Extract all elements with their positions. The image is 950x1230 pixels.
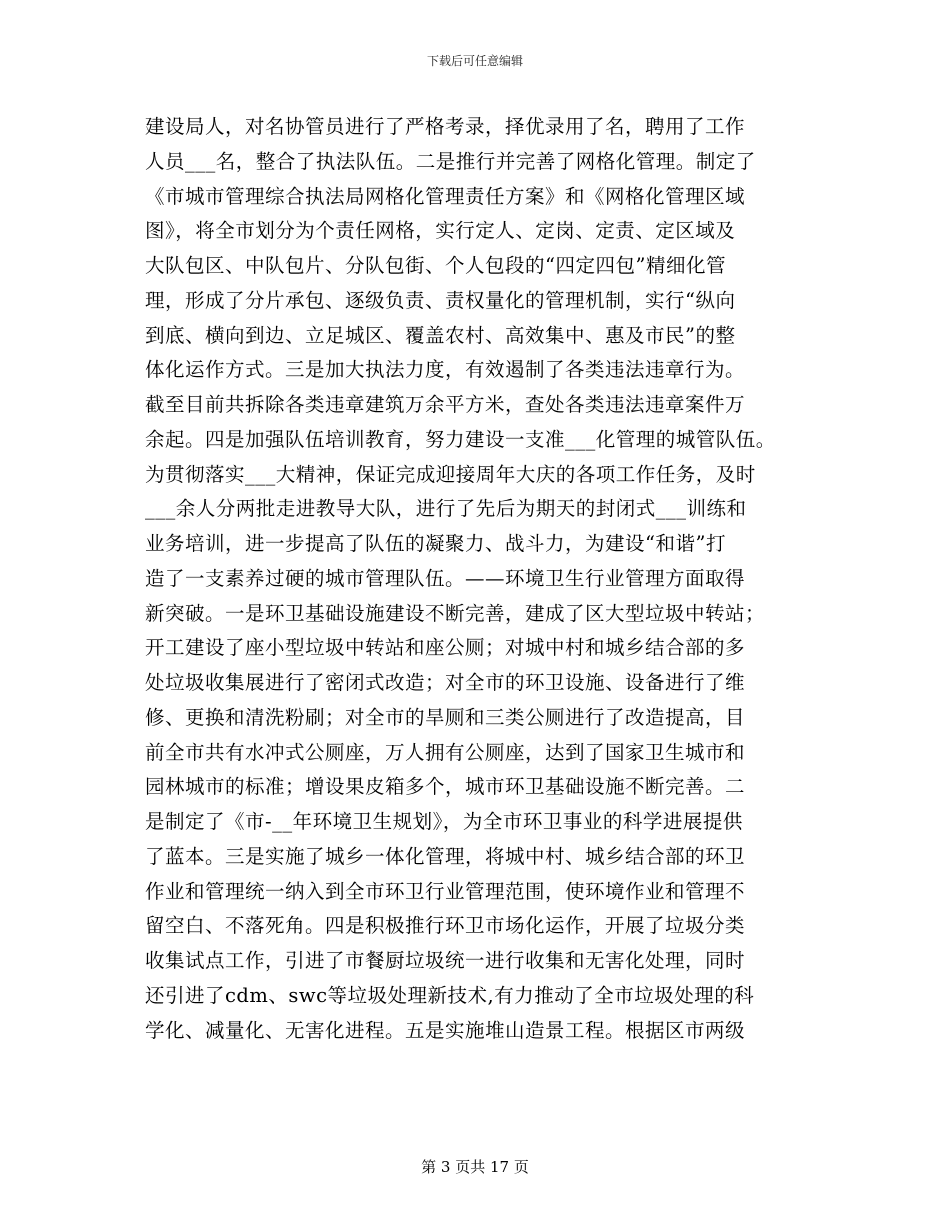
text-line: 收集试点工作，引进了市餐厨垃圾统一进行收集和无害化处理，同时 <box>145 949 746 972</box>
text-line: 截至目前共拆除各类违章建筑万余平方米，查处各类违法违章案件万 <box>145 393 746 416</box>
text-line: 留空白、不落死角。四是积极推行环卫市场化运作，开展了垃圾分类 <box>145 914 746 938</box>
text-line: 图》，将全市划分为个责任网格，实行定人、定岗、定责、定区域及 <box>145 219 736 243</box>
text-line: 为贯彻落实___大精神，保证完成迎接周年大庆的各项工作任务，及时 <box>145 462 756 486</box>
text-line: 处垃圾收集展进行了密闭式改造；对全市的环卫设施、设备进行了维 <box>145 671 746 694</box>
text-line: 开工建设了座小型垃圾中转站和座公厕；对城中村和城乡结合部的多 <box>145 636 746 660</box>
text-line: 业务培训，进一步提高了队伍的凝聚力、战斗力，为建设“和谐”打 <box>145 532 726 555</box>
text-line: 园林城市的标准；增设果皮箱多个，城市环卫基础设施不断完善。二 <box>145 775 746 799</box>
text-line: 建设局人，对名协管员进行了严格考录，择优录用了名，聘用了工作 <box>145 115 746 138</box>
page-header: 下载后可任意编辑 <box>426 54 523 68</box>
text-line: 还引进了cdm、swc等垃圾处理新技术,有力推动了全市垃圾处理的科 <box>145 983 755 1007</box>
page-footer: 第 3 页共 17 页 <box>421 1158 529 1176</box>
document-body <box>145 110 825 1048</box>
text-line: 修、更换和清洗粉刷；对全市的旱厕和三类公厕进行了改造提高，目 <box>145 705 746 729</box>
text-line: 体化运作方式。三是加大执法力度，有效遏制了各类违法违章行为。 <box>145 358 746 382</box>
text-line: 理，形成了分片承包、逐级负责、责权量化的管理机制，实行“纵向 <box>145 288 736 312</box>
text-line: 作业和管理统一纳入到全市环卫行业管理范围，使环境作业和管理不 <box>145 879 746 903</box>
text-line: 到底、横向到边、立足城区、覆盖农村、高效集中、惠及市民”的整 <box>145 323 736 347</box>
text-line: 大队包区、中队包片、分队包街、个人包段的“四定四包”精细化管 <box>145 254 726 277</box>
text-line: 是制定了《市-__年环境卫生规划》，为全市环卫事业的科学进展提供 <box>145 810 743 833</box>
text-line: 余起。四是加强队伍培训教育，努力建设一支准___化管理的城管队伍。 <box>145 427 776 451</box>
text-line: 了蓝本。三是实施了城乡一体化管理，将城中村、城乡结合部的环卫 <box>145 844 746 868</box>
text-line: 前全市共有水冲式公厕座，万人拥有公厕座，达到了国家卫生城市和 <box>145 740 746 764</box>
text-line: 学化、减量化、无害化进程。五是实施堆山造景工程。根据区市两级 <box>145 1018 746 1042</box>
text-line: 人员___名，整合了执法队伍。二是推行并完善了网格化管理。制定了 <box>145 149 756 173</box>
text-line: 造了一支素养过硬的城市管理队伍。——环境卫生行业管理方面取得 <box>145 566 746 590</box>
text-line: 《市城市管理综合执法局网格化管理责任方案》和《网格化管理区域 <box>145 184 746 208</box>
text-line: 新突破。一是环卫基础设施建设不断完善，建成了区大型垃圾中转站； <box>145 601 766 625</box>
text-line: ___余人分两批走进教导大队，进行了先后为期天的封闭式___训练和 <box>145 497 747 521</box>
